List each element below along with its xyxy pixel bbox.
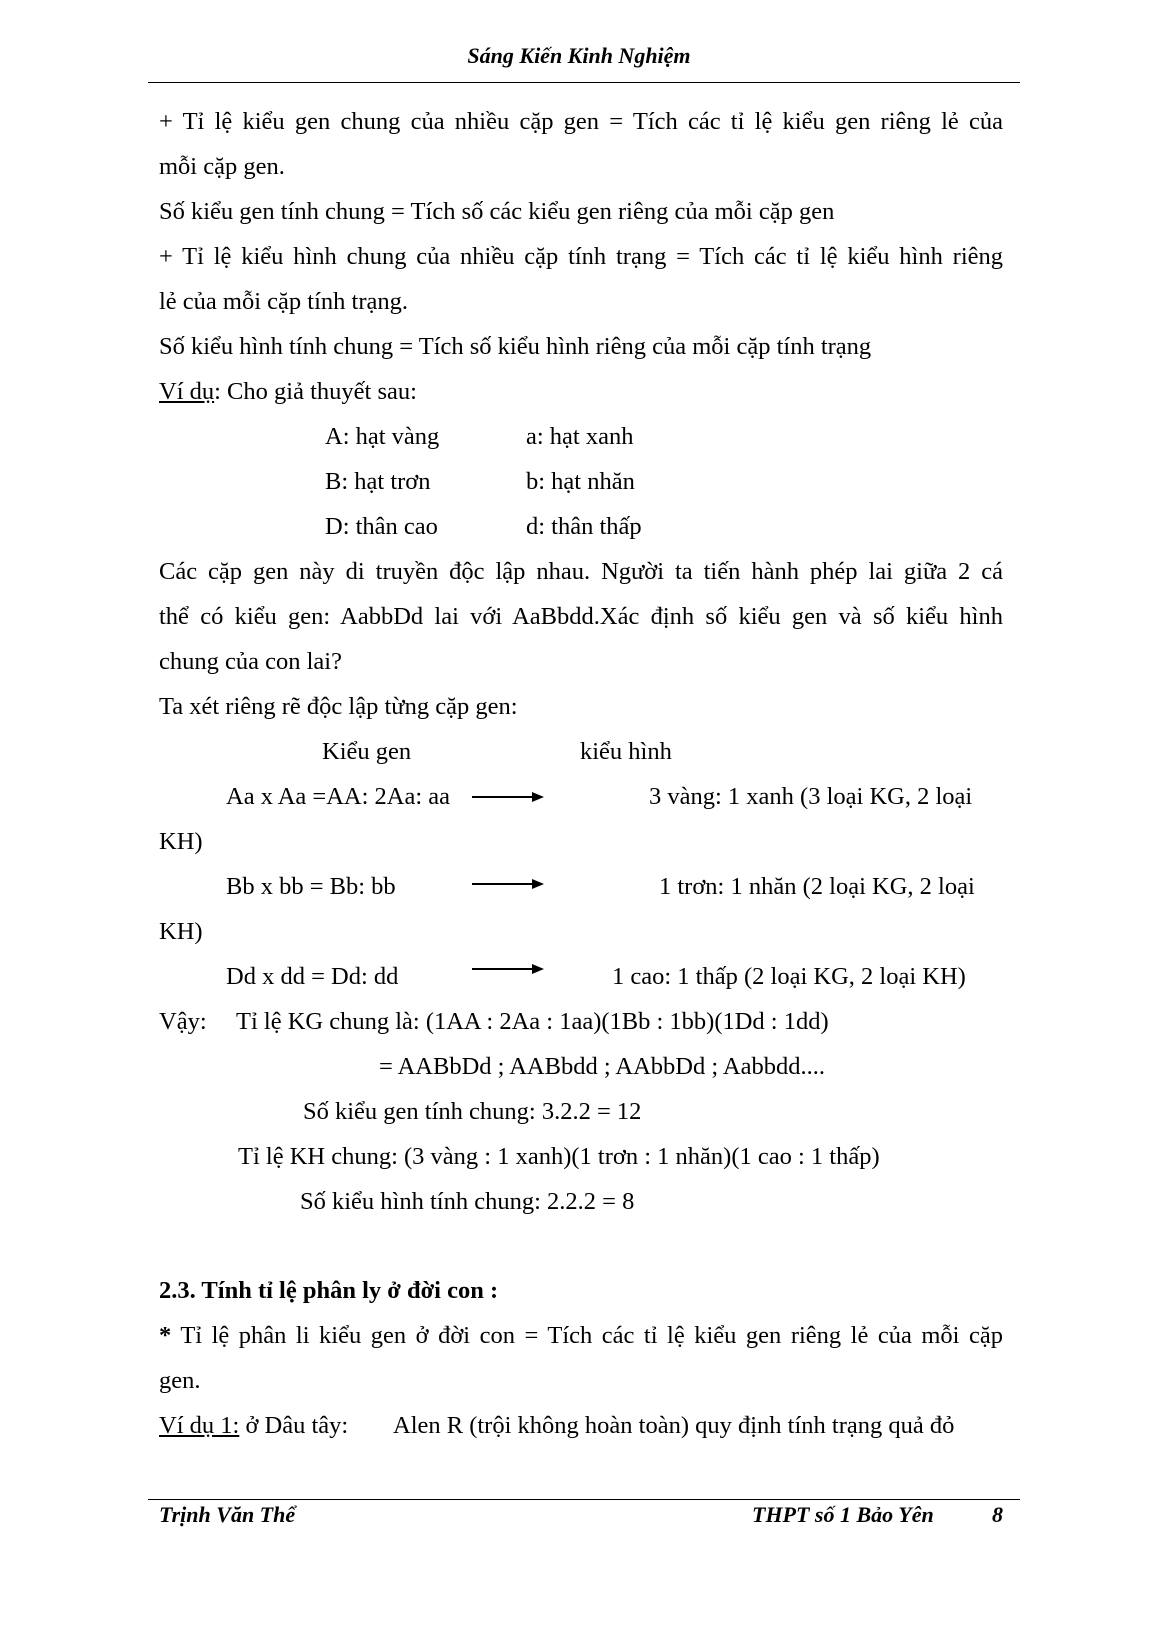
cross-genotype: Dd x dd = Dd: dd: [226, 963, 399, 990]
arrow-icon: [472, 791, 544, 803]
arrow-icon: [472, 963, 544, 975]
arrow-icon: [472, 878, 544, 890]
trait-recessive: d: thân thấp: [526, 513, 642, 540]
footer-author: Trịnh Văn Thể: [159, 1502, 296, 1527]
footer-school: THPT số 1 Bảo Yên: [752, 1502, 934, 1527]
example1-line: [159, 1411, 348, 1441]
page-number: 8: [992, 1502, 1003, 1527]
paragraph-line: Số kiểu gen tính chung = Tích số các kiểu gen riêng của mỗi cặp gen: [159, 198, 835, 225]
cross-phenotype: 3 vàng: 1 xanh (3 loại KG, 2 loại: [649, 783, 973, 810]
conclusion-line: = AABbDd ; AABbdd ; AAbbDd ; Aabbdd....: [379, 1053, 826, 1080]
paragraph-line: Số kiểu hình tính chung = Tích số kiểu hình riêng của mỗi cặp tính trạng: [159, 333, 872, 360]
column-header-genotype: Kiểu gen: [322, 738, 412, 765]
paragraph-line: [159, 1321, 1003, 1351]
example-label: Ví dụ: [159, 378, 215, 405]
example1-subject: ở Dâu tây:: [239, 1412, 349, 1439]
example-text: : Cho giả thuyết sau:: [214, 378, 417, 405]
cross-genotype: Aa x Aa =AA: 2Aa: aa: [226, 783, 451, 810]
conclusion-line: Tỉ lệ KH chung: (3 vàng : 1 xanh)(1 trơn : 1 nhăn)(1 cao : 1 thấp): [238, 1143, 880, 1170]
paragraph-text: Tỉ lệ phân li kiểu gen ở đời con = Tích các tỉ lệ kiểu gen riêng lẻ của mỗi cặp: [171, 1322, 1003, 1349]
paragraph-line: lẻ của mỗi cặp tính trạng.: [159, 288, 408, 315]
paragraph-line: Ta xét riêng rẽ độc lập từng cặp gen:: [159, 693, 518, 720]
cross-phenotype: 1 trơn: 1 nhăn (2 loại KG, 2 loại: [659, 873, 975, 900]
paragraph-line: mỗi cặp gen.: [159, 153, 285, 180]
paragraph-line: thể có kiểu gen: AabbDd lai với AaBbdd.Xác định số kiểu gen và số kiểu hình: [159, 603, 1003, 630]
footer-rule: [148, 1499, 1020, 1500]
conclusion-line: Số kiểu hình tính chung: 2.2.2 = 8: [300, 1188, 635, 1215]
paragraph-line: + Tỉ lệ kiểu hình chung của nhiều cặp tính trạng = Tích các tỉ lệ kiểu hình riêng: [159, 243, 1003, 270]
trait-dominant: B: hạt trơn: [325, 468, 431, 495]
section-heading: 2.3. Tính tỉ lệ phân ly ở đời con :: [159, 1277, 499, 1304]
cross-phenotype: 1 cao: 1 thấp (2 loại KG, 2 loại KH): [612, 963, 966, 990]
conclusion-line: Số kiểu gen tính chung: 3.2.2 = 12: [303, 1098, 642, 1125]
example-intro: [159, 377, 417, 407]
header-rule: [148, 82, 1020, 83]
example1-label: Ví dụ 1:: [159, 1412, 240, 1439]
column-header-phenotype: kiểu hình: [580, 738, 672, 765]
page-header-title: Sáng Kiến Kinh Nghiệm: [467, 43, 691, 68]
trait-recessive: b: hạt nhăn: [526, 468, 635, 495]
example1-text: Alen R (trội không hoàn toàn) quy định tính trạng quả đỏ: [393, 1412, 955, 1439]
cross-genotype: Bb x bb = Bb: bb: [226, 873, 396, 900]
paragraph-line: chung của con lai?: [159, 648, 342, 675]
trait-dominant: A: hạt vàng: [325, 423, 440, 450]
bullet-star: *: [159, 1322, 172, 1349]
trait-recessive: a: hạt xanh: [526, 423, 634, 450]
cross-phenotype-continued: KH): [159, 918, 203, 945]
paragraph-line: gen.: [159, 1367, 201, 1394]
paragraph-line: + Tỉ lệ kiểu gen chung của nhiều cặp gen = Tích các tỉ lệ kiểu gen riêng lẻ của: [159, 108, 1003, 135]
conclusion-line: Tỉ lệ KG chung là: (1AA : 2Aa : 1aa)(1Bb : 1bb)(1Dd : 1dd): [236, 1008, 829, 1035]
paragraph-line: Các cặp gen này di truyền độc lập nhau. Người ta tiến hành phép lai giữa 2 cá: [159, 558, 1003, 585]
trait-dominant: D: thân cao: [325, 513, 438, 540]
conclusion-label: Vậy:: [159, 1008, 207, 1035]
cross-phenotype-continued: KH): [159, 828, 203, 855]
